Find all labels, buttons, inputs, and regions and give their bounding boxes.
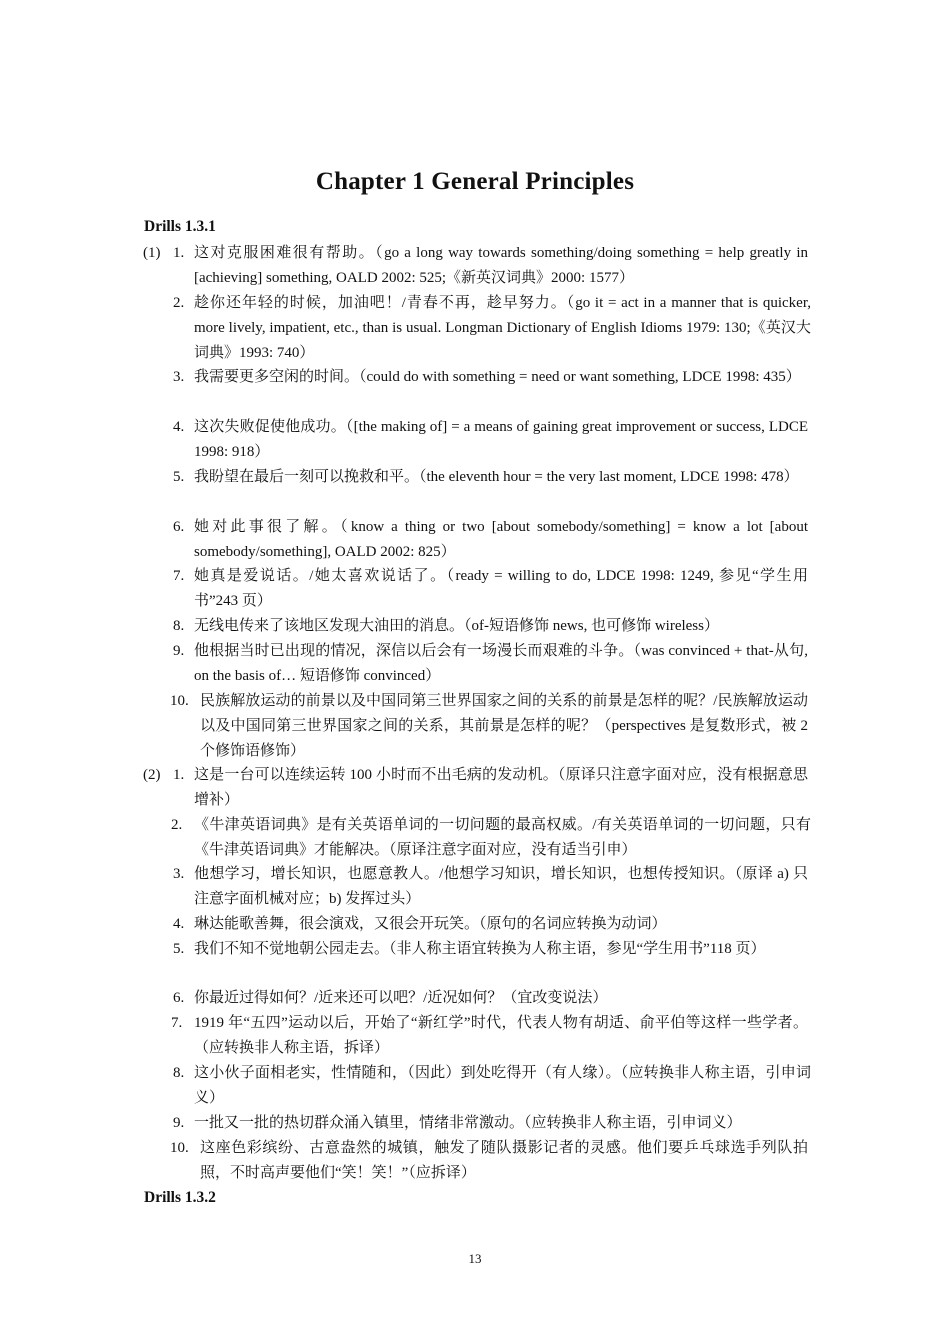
list-item bbox=[173, 912, 808, 937]
list-item bbox=[173, 515, 808, 565]
list-item bbox=[170, 689, 808, 763]
list-item bbox=[143, 241, 808, 291]
list-item bbox=[170, 1136, 808, 1186]
item-text: 这是一台可以连续运转 100 小时而不出毛病的发动机。（原译只注意字面对应，没有根据意思增补） bbox=[194, 767, 808, 808]
item-number: 5. bbox=[173, 469, 185, 485]
list-item bbox=[173, 415, 808, 465]
list-item bbox=[173, 1111, 808, 1136]
item-number: 7. bbox=[173, 568, 185, 584]
item-number: 1. bbox=[173, 767, 185, 783]
item-text: 他根据当时已出现的情况，深信以后会有一场漫长而艰难的斗争。（was convinced + that-从句, on the basis of… 短语修饰 convinced） bbox=[194, 643, 808, 684]
item-number: 4. bbox=[173, 419, 185, 435]
drills-heading-1-3-1: Drills 1.3.1 bbox=[144, 218, 216, 235]
list-item bbox=[173, 937, 808, 962]
list-item bbox=[173, 564, 808, 614]
item-number: 3. bbox=[173, 866, 185, 882]
item-number: 3. bbox=[173, 369, 185, 385]
item-number: 2. bbox=[171, 817, 183, 833]
item-text: 琳达能歌善舞，很会演戏，又很会开玩笑。（原句的名词应转换为动词） bbox=[194, 916, 667, 932]
item-number: 10. bbox=[170, 1140, 189, 1156]
item-text: 1919 年“五四”运动以后，开始了“新红学”时代，代表人物有胡适、俞平伯等这样一些学者。（应转换非人称主语，拆译） bbox=[194, 1015, 808, 1056]
page-number: 13 bbox=[468, 1251, 482, 1266]
item-text: 趁你还年轻的时候，加油吧！/青春不再，趁早努力。（go it = act in a manner that is quicker, more lively, impatient, etc., than is usual. Longman Dictionary of English Idioms 1979: 130;《英汉大词典》1993: 740） bbox=[194, 295, 811, 361]
list-item bbox=[171, 1011, 808, 1061]
chapter-title: Chapter 1 General Principles bbox=[315, 168, 635, 195]
item-text: 这小伙子面相老实，性情随和，（因此）到处吃得开（有人缘）。（应转换非人称主语，引申词义） bbox=[194, 1065, 811, 1106]
item-number: 4. bbox=[173, 916, 185, 932]
list-item bbox=[173, 291, 811, 365]
list-item bbox=[173, 614, 808, 639]
item-text: 这对克服困难很有帮助。（go a long way towards something/doing something = help greatly in [achieving] something, OALD 2002: 525;《新英汉词典》2000: 1577） bbox=[194, 245, 808, 286]
item-number: 9. bbox=[173, 1115, 185, 1131]
item-number: 9. bbox=[173, 643, 185, 659]
item-text: 我盼望在最后一刻可以挽救和平。（the eleventh hour = the very last moment, LDCE 1998: 478） bbox=[194, 469, 799, 485]
section-label: (2) bbox=[143, 767, 161, 783]
item-number: 8. bbox=[173, 618, 185, 634]
list-item bbox=[173, 862, 808, 912]
list-item bbox=[173, 1061, 811, 1111]
list-item bbox=[173, 365, 808, 390]
item-number: 8. bbox=[173, 1065, 185, 1081]
list-item bbox=[143, 763, 808, 813]
item-number: 6. bbox=[173, 990, 185, 1006]
list-item bbox=[173, 639, 808, 689]
item-number: 6. bbox=[173, 519, 185, 535]
item-text: 我需要更多空闲的时间。（could do with something = need or want something, LDCE 1998: 435） bbox=[194, 369, 801, 385]
drills-heading-1-3-2: Drills 1.3.2 bbox=[144, 1189, 216, 1206]
item-text: 这次失败促使他成功。（[the making of] = a means of gaining great improvement or success, LDCE 1998: 918） bbox=[194, 419, 808, 460]
item-number: 2. bbox=[173, 295, 185, 311]
item-text: 他想学习，增长知识，也愿意教人。/他想学习知识，增长知识，也想传授知识。（原译 a) 只注意字面机械对应；b) 发挥过头） bbox=[194, 866, 808, 907]
item-text: 她对此事很了解。（know a thing or two [about somebody/something] = know a lot [about somebody/something], OALD 2002: 825） bbox=[194, 519, 808, 560]
section-label: (1) bbox=[143, 245, 161, 261]
list-item bbox=[171, 813, 811, 863]
item-text: 一批又一批的热切群众涌入镇里，情绪非常激动。（应转换非人称主语，引申词义） bbox=[194, 1115, 742, 1131]
item-text: 民族解放运动的前景以及中国同第三世界国家之间的关系的前景是怎样的呢？/民族解放运动以及中国同第三世界国家之间的关系，其前景是怎样的呢？（perspectives 是复数形式，被 2 个修饰语修饰） bbox=[200, 693, 808, 759]
item-text: 我们不知不觉地朝公园走去。（非人称主语宜转换为人称主语，参见“学生用书”118 页） bbox=[194, 941, 766, 957]
item-number: 7. bbox=[171, 1015, 183, 1031]
item-number: 10. bbox=[170, 693, 189, 709]
item-text: 你最近过得如何？/近来还可以吧？/近况如何？（宜改变说法） bbox=[194, 990, 608, 1006]
item-text: 这座色彩缤纷、古意盎然的城镇，触发了随队摄影记者的灵感。他们要乒乓球选手列队拍照，不时高声要他们“笑！笑！”（应拆译） bbox=[200, 1140, 808, 1181]
item-text: 她真是爱说话。/她太喜欢说话了。（ready = willing to do, LDCE 1998: 1249, 参见“学生用书”243 页） bbox=[194, 568, 808, 609]
list-item bbox=[173, 986, 808, 1011]
item-number: 5. bbox=[173, 941, 185, 957]
item-number: 1. bbox=[173, 245, 185, 261]
item-text: 《牛津英语词典》是有关英语单词的一切问题的最高权威。/有关英语单词的一切问题，只有《牛津英语词典》才能解决。（原译注意字面对应，没有适当引申） bbox=[194, 817, 811, 858]
list-item bbox=[173, 465, 811, 490]
item-text: 无线电传来了该地区发现大油田的消息。（of-短语修饰 news, 也可修饰 wireless） bbox=[194, 618, 719, 634]
